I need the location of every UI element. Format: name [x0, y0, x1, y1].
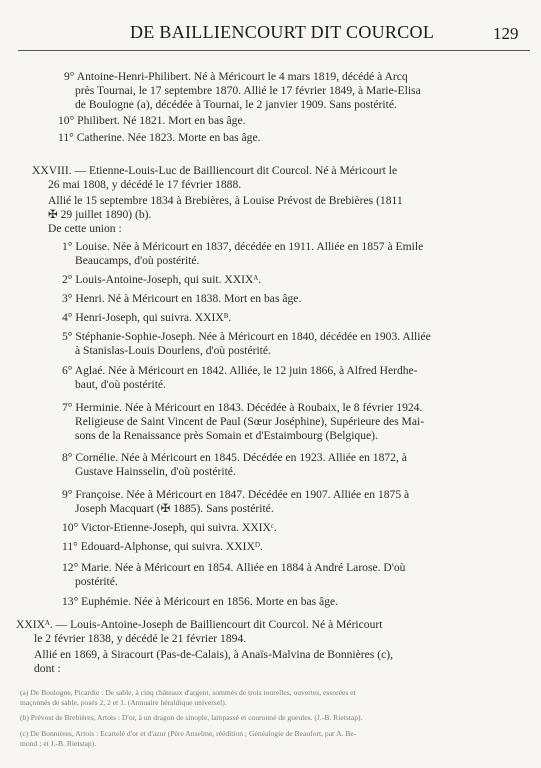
text-line: XXVIII. — Etienne-Louis-Luc de Bailliencourt dit Courcol. Né à Méricourt le — [32, 164, 398, 177]
text-line: près Tournai, le 17 septembre 1870. Allié le 17 février 1849, à Marie-Elisa — [75, 84, 421, 97]
text-line: 10° Philibert. Né 1821. Mort en bas âge. — [58, 114, 246, 127]
running-head: DE BAILLIENCOURT DIT COURCOL — [130, 22, 435, 42]
text-line: 9° Antoine-Henri-Philibert. Né à Méricourt le 4 mars 1819, décédé à Arcq — [64, 70, 408, 83]
text-line: 7° Herminie. Née à Méricourt en 1843. Décédée à Roubaix, le 8 février 1924. — [62, 401, 423, 414]
page-number: 129 — [493, 24, 519, 43]
text-line: baut, d'où postérité. — [75, 378, 166, 391]
text-line: 26 mai 1808, y décédé le 17 février 1888. — [48, 178, 242, 191]
text-line: Joseph Macquart (✠ 1885). Sans postérité. — [75, 502, 274, 515]
text-line: De cette union : — [48, 222, 122, 235]
text-line: Religieuse de Saint Vincent de Paul (Sœur Joséphine), Supérieure des Mai- — [75, 415, 425, 428]
text-line: sons de la Renaissance près Somain et d'Estaimbourg (Belgique). — [75, 429, 378, 442]
text-line: de Boulogne (a), décédée à Tournai, le 2 janvier 1909. Sans postérité. — [75, 98, 397, 111]
text-line: Allié le 15 septembre 1834 à Brebières, à Louise Prévost de Brebières (1811 — [48, 194, 403, 207]
footnote-line: maçonnés de sable, posés 2, 2 et 1. (Annuaire héraldique universel). — [20, 698, 227, 707]
text-line: 9° Françoise. Née à Méricourt en 1847. Décédée en 1907. Alliée en 1875 à — [62, 488, 410, 501]
text-line: ✠ 29 juillet 1890) (b). — [48, 208, 152, 221]
text-line: 4° Henri-Joseph, qui suivra. XXIXᴮ. — [62, 311, 232, 324]
footnote-line: (b) Prévost de Brebières, Artois : D'or, à un dragon de sinople, lampassé et couronné de gueules. (J.-B. Rietstap). — [20, 713, 363, 722]
text-line: le 2 février 1838, y décédé le 21 février 1894. — [34, 632, 247, 645]
text-line: 12° Marie. Née à Méricourt en 1854. Alliée en 1884 à André Larose. D'où — [62, 561, 406, 574]
text-line: à Stanislas-Louis Dourlens, d'où postérité. — [75, 344, 271, 357]
text-line: 11° Edouard-Alphonse, qui suivra. XXIXᴰ. — [62, 540, 263, 553]
text-line: 1° Louise. Née à Méricourt en 1837, décédée en 1911. Alliée en 1857 à Emile — [62, 240, 424, 253]
text-line: Beaucamps, d'où postérité. — [75, 254, 200, 267]
footnote-line: mond ; et J.-B. Rietstap). — [20, 739, 97, 748]
text-line: Allié en 1869, à Siracourt (Pas-de-Calais), à Anaïs-Malvina de Bonnières (c), — [34, 648, 393, 661]
text-line: 2° Louis-Antoine-Joseph, qui suit. XXIXᴬ. — [62, 273, 262, 286]
text-line: 11° Catherine. Née 1823. Morte en bas âge. — [58, 131, 261, 144]
footnote-line: (c) De Bonnières, Artois : Ecartelé d'or et d'azur (Père Anselme, réédition ; Généalogie de Beaufort, par A. Be- — [20, 729, 357, 738]
text-line: Gustave Hainsselin, d'où postérité. — [75, 465, 236, 478]
text-line: 13° Euphémie. Née à Méricourt en 1856. Morte en bas âge. — [62, 595, 339, 608]
text-line: 6° Aglaé. Née à Méricourt en 1842. Alliée, le 12 juin 1866, à Alfred Herdhe- — [62, 364, 418, 377]
footnote-line: (a) De Boulogne, Picardie : De sable, à cinq châteaux d'argent, sommés de trois tourelles, ouvertes, essorées et — [20, 688, 356, 697]
text-line: 5° Stéphanie-Sophie-Joseph. Née à Méricourt en 1840, décédée en 1903. Alliée — [62, 330, 431, 343]
page-header — [0, 20, 541, 50]
text-line: 10° Victor-Etienne-Joseph, qui suivra. XXIXᶜ. — [62, 521, 277, 534]
text-line: 8° Cornélie. Née à Méricourt en 1845. Décédée en 1923. Alliée en 1872, à — [62, 451, 407, 464]
header-rule — [18, 50, 530, 51]
text-line: postérité. — [75, 575, 118, 588]
text-line: dont : — [34, 662, 61, 675]
text-line: XXIXᴬ. — Louis-Antoine-Joseph de Bailliencourt dit Courcol. Né à Méricourt — [16, 618, 383, 631]
text-line: 3° Henri. Né à Méricourt en 1838. Mort en bas âge. — [62, 292, 302, 305]
